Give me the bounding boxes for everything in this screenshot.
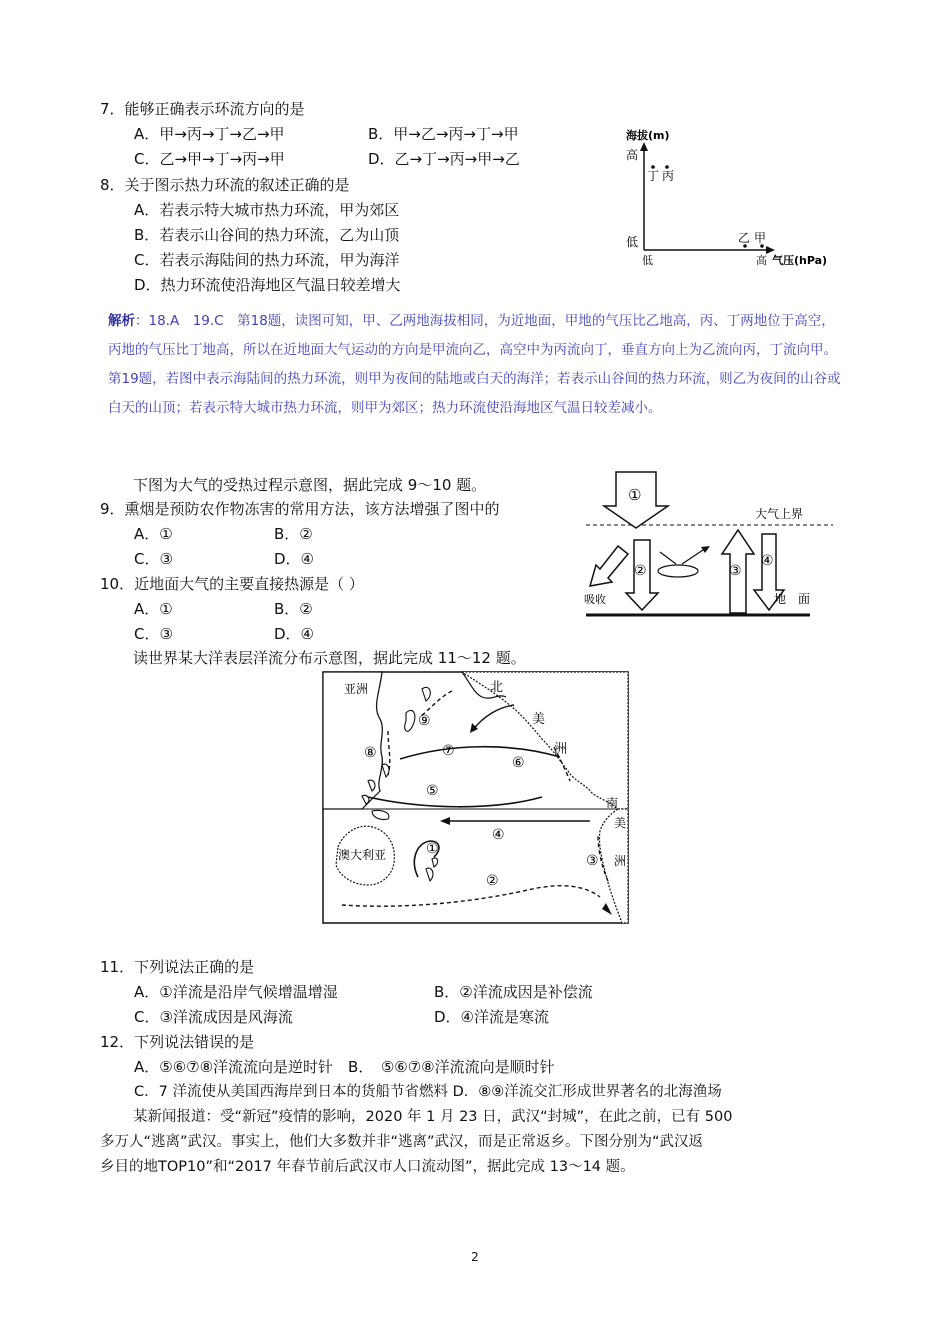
label-jia: 甲 [754,231,767,245]
q11-option-a: A．①洋流是沿岸气候增温增湿 [134,983,338,1001]
q7-option-a: A．甲→丙→丁→乙→甲 [134,125,285,143]
ocean-current-map [322,671,630,925]
q9-option-a: A．① [134,525,173,543]
map-label-america-n1: 美 [532,712,546,727]
map-label-america-s1: 美 [614,816,627,830]
y-axis-arrow [640,142,648,151]
q8-stem: 8．关于图示热力环流的叙述正确的是 [100,176,350,194]
q12-option-cd: C．7 洋流使从美国西海岸到日本的货船节省燃料 D．⑧⑨洋流交汇形成世界著名的北海渔场 [134,1084,722,1100]
q8-option-b: B．若表示山谷间的热力环流，乙为山顶 [134,226,400,244]
reflect-out [682,548,706,564]
arrow-1-label: ① [628,486,642,504]
q12-stem: 12．下列说法错误的是 [100,1033,255,1051]
label-ding: 丁 [647,169,660,183]
q8-option-a: A．若表示特大城市热力环流，甲为郊区 [134,201,400,219]
news-line-1: 某新闻报道：受“新冠”疫情的影响，2020 年 1 月 23 日，武汉“封城”，在此之前，已有 500 [133,1109,733,1125]
q8-option-c: C．若表示海陆间的热力环流，甲为海洋 [134,251,400,269]
map-label-south: 南 [606,796,619,810]
y-axis-low: 低 [626,235,639,249]
analysis-block [108,307,848,423]
q10-stem: 10．近地面大气的主要直接热源是（ ） [100,575,364,593]
map-label-c3: ③ [586,853,599,869]
absorb-label: 吸收 [584,593,606,606]
q11-option-b: B．②洋流成因是补偿流 [434,983,593,1001]
map-label-australia: 澳大利亚 [338,848,387,862]
q7-option-c: C．乙→甲→丁→丙→甲 [134,150,285,168]
q11-option-d: D．④洋流是寒流 [434,1008,549,1026]
cloud-icon [658,565,698,577]
q7-option-b: B．甲→乙→丙→丁→甲 [368,125,519,143]
intro-11-12: 读世界某大洋表层洋流分布示意图，据此完成 11～12 题。 [133,649,526,667]
q10-option-a: A．① [134,600,173,618]
map-label-asia: 亚洲 [344,682,369,696]
map-label-c1: ① [426,841,439,857]
reflect-arrowhead [701,546,710,553]
map-label-c4: ④ [492,827,505,843]
page-number: 2 [471,1250,479,1264]
q10-option-b: B．② [274,600,313,618]
map-label-north: 北 [490,680,504,695]
x-axis-low: 低 [642,254,653,267]
q7-option-d: D．乙→丁→丙→甲→乙 [368,150,520,168]
arrow-3-label: ③ [729,563,742,579]
map-label-c7: ⑦ [442,743,455,759]
map-label-c2: ② [486,873,499,889]
map-label-c9: ⑨ [418,713,431,729]
atmosphere-top-label: 大气上界 [755,507,804,521]
q10-option-d: D．④ [274,625,314,643]
reflect-in [660,552,676,564]
q11-stem: 11．下列说法正确的是 [100,958,255,976]
q9-stem: 9．熏烟是预防农作物冻害的常用方法，该方法增强了图中的 [100,500,500,518]
q9-option-b: B．② [274,525,313,543]
map-label-c5: ⑤ [426,783,439,799]
analysis-label: 解析 [108,313,135,329]
arrow-4-label: ④ [761,553,774,569]
q10-option-c: C．③ [134,625,173,643]
x-axis-label: 气压(hPa) [772,254,828,267]
q8-option-d: D．热力环流使沿海地区气温日较差增大 [134,276,401,294]
ground-label: 地 面 [774,592,811,606]
news-line-3: 乡目的地TOP10”和“2017 年春节前后武汉市人口流动图”，据此完成 13～14 题。 [100,1159,635,1175]
intro-9-10: 下图为大气的受热过程示意图，据此完成 9～10 题。 [133,476,487,494]
atmosphere-heating-diagram [578,468,843,623]
analysis-text: ：18.A 19.C 第18题，读图可知，甲、乙两地海拔相同，为近地面，甲地的气压比乙地高，丙、丁两地位于高空，丙地的气压比丁地高，所以在近地面大气运动的方向是甲流向乙，高空中为丙流向丁，垂直方向上为乙流向丙，丁流向甲。第19题，若图中表示海陆间的热力环流，则甲为夜间的陆地或白天的海洋；若表示山谷间的热力环流，则乙为夜间的山谷或白天的山顶；若表示特大城市热力环流，则甲为郊区；热力环流使沿海地区气温日较差减小。 [108,313,841,416]
arrow-2-label: ② [634,563,647,579]
q12-option-ab: A．⑤⑥⑦⑧洋流流向是逆时针 B． ⑤⑥⑦⑧洋流流向是顺时针 [134,1058,555,1076]
label-bing: 丙 [662,169,675,183]
news-line-2: 多万人“逃离”武汉。事实上，他们大多数并非“逃离”武汉，而是正常返乡。下图分别为“武汉返 [100,1134,704,1150]
label-yi: 乙 [738,231,751,245]
map-label-c8: ⑧ [364,745,377,761]
absorb-arrow [590,546,628,586]
x-axis-high: 高 [756,254,767,267]
x-axis-arrow [766,246,775,254]
y-axis-high: 高 [626,148,639,162]
q9-option-c: C．③ [134,550,173,568]
q9-option-d: D．④ [274,550,314,568]
pressure-altitude-diagram [620,122,840,272]
map-label-c6: ⑥ [512,755,525,771]
map-label-america-s2: 洲 [614,854,627,868]
q7-stem: 7．能够正确表示环流方向的是 [100,100,305,118]
map-label-america-n2: 洲 [554,742,568,757]
y-axis-label: 海拔(m) [626,129,670,142]
q11-option-c: C．③洋流成因是风海流 [134,1008,293,1026]
